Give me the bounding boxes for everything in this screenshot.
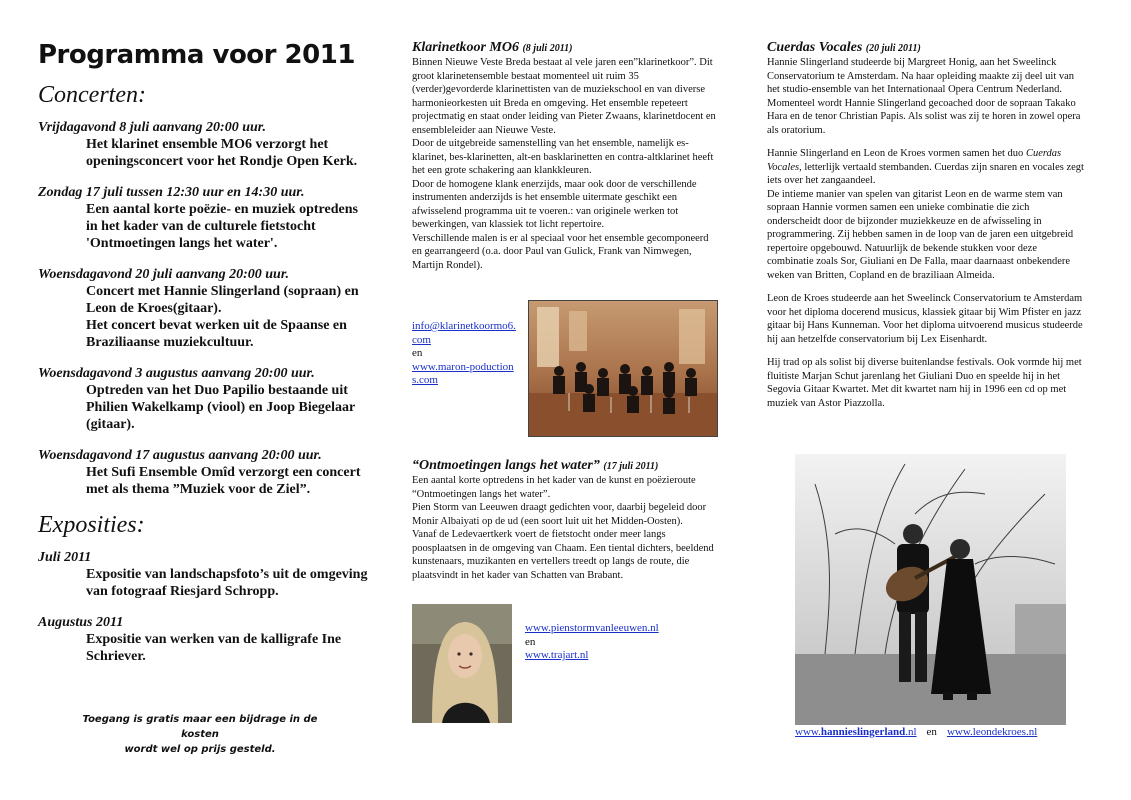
link-part-bold: hannieslingerland bbox=[820, 726, 906, 738]
leon-de-kroes-link[interactable]: www.leondekroes.nl bbox=[946, 726, 1038, 738]
meetings-paragraph: Een aantal korte optredens in het kader van de kunst en poëzieroute “Ontmoetingen langs het water”. bbox=[412, 475, 696, 500]
poet-portrait-photo bbox=[412, 604, 512, 723]
ensemble-photo-image bbox=[529, 301, 717, 436]
pien-storm-link[interactable]: www.pienstormvanleeuwen.nl bbox=[525, 622, 659, 634]
concert-date: Woensdagavond 20 juli aanvang 20:00 uur. bbox=[38, 267, 290, 282]
cuerdas-title bbox=[767, 40, 1085, 56]
admission-note-line: Toegang is gratis maar een bijdrage in de kosten bbox=[82, 714, 318, 740]
link-part: www. bbox=[795, 726, 821, 738]
concert-item bbox=[38, 447, 368, 498]
concerts-heading: Concerten: bbox=[38, 82, 146, 108]
cuerdas-title-text: Cuerdas Vocales bbox=[767, 40, 863, 55]
duo-links bbox=[795, 726, 1095, 738]
link-part: .nl bbox=[905, 726, 917, 738]
concert-date: Woensdagavond 17 augustus aanvang 20:00 uur. bbox=[38, 448, 322, 463]
cuerdas-paragraph: Hij trad op als solist bij diverse buitenlandse festivals. Ook vormde hij met fluitiste Marjan Schut jarenlang het Giuliani Duo en speelde hij in het Segovia Gitaar Kwartet. Met dit kwartet nam hij in 1996 een cd op met muziek van Astor Piazzolla. bbox=[767, 357, 1082, 409]
concert-item bbox=[38, 184, 368, 252]
concert-item bbox=[38, 119, 368, 170]
meetings-paragraph: Vanaf de Ledevaertkerk voert de fietstocht onder meer langs poosplaatsen in de omgeving van Chaam. Een tiental dichters, beeldend kunstenaars, muzikanten en vertellers treedt op langs de route, die plaatsvindt in het kader van Schatten van Brabant. bbox=[412, 529, 714, 581]
concert-desc: Optreden van het Duo Papilio bestaande uit Philien Wakelkamp (viool) en Joop Biegelaar (gitaar). bbox=[86, 383, 356, 432]
expo-desc: Expositie van landschapsfoto’s uit de omgeving van fotograaf Riesjard Schropp. bbox=[86, 567, 368, 599]
clarinet-date: (8 juli 2011) bbox=[522, 43, 573, 54]
cuerdas-paragraph bbox=[767, 147, 1085, 188]
cuerdas-text: , letterlijk vertaald stembanden. Cuerdas zijn snaren en vocales zegt iets over het zangaandeel. bbox=[767, 161, 1084, 186]
admission-note bbox=[70, 712, 330, 757]
admission-note-line: wordt wel op prijs gesteld. bbox=[124, 744, 276, 755]
concert-desc: Het klarinet ensemble MO6 verzorgt het openingsconcert voor het Rondje Open Kerk. bbox=[86, 137, 358, 169]
meetings-title-text: “Ontmoetingen langs het water” bbox=[412, 458, 600, 473]
exhibitions-heading: Exposities: bbox=[38, 512, 145, 538]
cuerdas-date: (20 juli 2011) bbox=[865, 43, 921, 54]
concert-date: Zondag 17 juli tussen 12:30 uur en 14:30 uur. bbox=[38, 185, 305, 200]
clarinet-paragraph: Door de homogene klank enerzijds, maar ook door de verschillende instrumenten anderzijds is het ensemble uitermate geschikt een afwisselend programma uit te voeren.: van originele werken tot bewerkingen, van klassiek tot licht repertoire. bbox=[412, 178, 697, 230]
meetings-article bbox=[412, 458, 720, 582]
concert-item bbox=[38, 365, 368, 433]
clarinet-title-text: Klarinetkoor MO6 bbox=[412, 40, 519, 55]
clarinet-article bbox=[412, 40, 720, 272]
concert-desc: Het Sufi Ensemble Omîd verzorgt een concert met als thema ”Muziek voor de Ziel”. bbox=[86, 465, 361, 497]
concert-desc-extra: Het concert bevat werken uit de Spaanse en Braziliaanse muziekcultuur. bbox=[86, 318, 347, 350]
concert-item bbox=[38, 266, 368, 351]
expo-date: Juli 2011 bbox=[38, 550, 92, 565]
meetings-paragraph: Pien Storm van Leeuwen draagt gedichten voor, daarbij begeleid door Monir Albaiyati op de ud (een soort luit uit het Midden-Oosten). bbox=[412, 502, 707, 527]
clarinet-paragraph: Binnen Nieuwe Veste Breda bestaat al vele jaren een”klarinetkoor”. Dit groot klarinetensemble bestaat momenteel uit ruim 35 (verder)gevorderde klarinettisten van de muziekschool en van diverse harmonieorkesten uit Breda en omgeving. Het ensemble repeteert projectmatig en staat onder leiding van Pieter Zwaans, klarinetdocent en ensembleleider aan Nieuwe Veste. bbox=[412, 57, 716, 136]
duo-photo bbox=[795, 454, 1066, 725]
hannie-slingerland-link[interactable] bbox=[795, 726, 917, 738]
cuerdas-paragraph: Leon de Kroes studeerde aan het Sweelinck Conservatorium te Amsterdam voor het diploma docerend musicus, klassiek gitaar bij Wim Pfister en jazz gitaar bij Hans Kunneman. Voor het diploma uitvoerend musicus studeerde hij aan hetzelfde conservatorium bij Lex Eisenhardt. bbox=[767, 293, 1083, 345]
concert-desc: Concert met Hannie Slingerland (sopraan) en Leon de Kroes(gitaar). bbox=[86, 284, 359, 316]
clarinet-ensemble-photo bbox=[528, 300, 718, 437]
links-and-text: en bbox=[412, 347, 423, 359]
cuerdas-article bbox=[767, 40, 1085, 420]
links-and-text: en bbox=[525, 635, 536, 648]
clarinet-email-link[interactable]: info@klarinetkoormo6.com bbox=[412, 320, 516, 346]
concert-desc: Een aantal korte poëzie- en muziek optredens in het kader van de culturele fietstocht 'Ontmoetingen langs het water'. bbox=[86, 202, 358, 251]
expo-desc: Expositie van werken van de kalligrafe Ine Schriever. bbox=[86, 632, 342, 664]
meetings-date: (17 juli 2011) bbox=[603, 461, 659, 472]
cuerdas-paragraph: De intieme manier van spelen van gitarist Leon en de warme stem van sopraan Hannie vormen samen een unieke combinatie die zich onderscheidt door de bijzonder muziekkeuze en de afwisseling in programmering. Zij hebben samen in de loop van de jaren een uitgebreid repertoire opgebouwd. Natuurlijk de bekende stukken voor deze combinatie zoals Sor, Giuliani en De Falla, maar daarnaast onbekendere weken van Britten, Copland en de braziliaan Almeida. bbox=[767, 188, 1074, 281]
program-title: Programma voor 2011 bbox=[38, 40, 355, 70]
clarinet-paragraph: Verschillende malen is er al speciaal voor het ensemble gecomponeerd en gearrangeerd (o.a. door Paul van Gulick, Frank van Nimwegen, Martijn Rondel). bbox=[412, 232, 709, 271]
clarinet-title bbox=[412, 40, 720, 56]
clarinet-links bbox=[412, 320, 520, 388]
concert-date: Vrijdagavond 8 juli aanvang 20:00 uur. bbox=[38, 120, 266, 135]
clarinet-paragraph: Door de uitgebreide samenstelling van het ensemble, namelijk es-klarinet, bes-klarinetten, alt-en basklarinetten en contra-altklarinet heeft het een grote schakering aan klankkleuren. bbox=[412, 138, 714, 176]
meetings-title bbox=[412, 458, 720, 474]
portrait-image bbox=[412, 604, 512, 723]
trajart-link[interactable]: www.trajart.nl bbox=[525, 649, 589, 661]
links-and-text: en bbox=[926, 726, 937, 738]
maron-productions-link[interactable]: www.maron-poductions.com bbox=[412, 360, 514, 386]
duo-image bbox=[795, 454, 1066, 725]
expo-date: Augustus 2011 bbox=[38, 615, 124, 630]
cuerdas-paragraph: Hannie Slingerland studeerde bij Margreet Honig, aan het Sweelinck Conservatorium te Amsterdam. Na haar opleiding maakte zij deel uit van het studio-ensemble van het Internationaal Opera Centrum Nederland. Momenteel wordt Hannie Slingerland gecoached door de sopraan Takako Hara en de tenor Christian Papis. Als solist was zij te horen in zowel opera als oratorium. bbox=[767, 57, 1081, 136]
cuerdas-text: Hannie Slingerland en Leon de Kroes vormen samen het duo bbox=[767, 148, 1026, 159]
cuerdas-italic-name: Cuerdas Vocales bbox=[767, 148, 1062, 173]
concert-date: Woensdagavond 3 augustus aanvang 20:00 uur. bbox=[38, 366, 315, 381]
meetings-links bbox=[525, 622, 705, 663]
program-column bbox=[38, 40, 368, 679]
